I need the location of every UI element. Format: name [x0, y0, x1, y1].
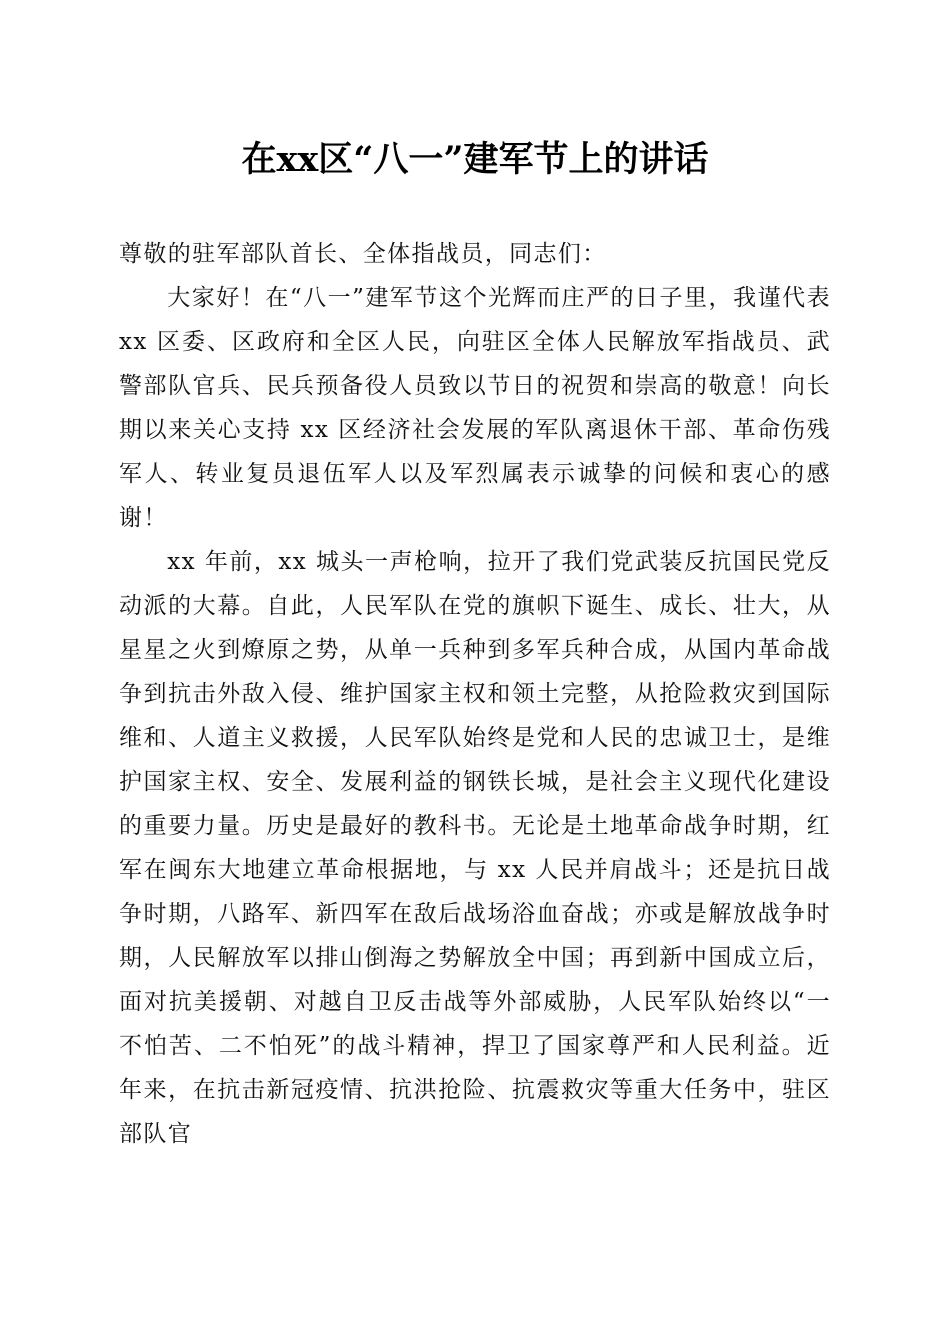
paragraph-history: xx 年前，xx 城头一声枪响，拉开了我们党武装反抗国民党反动派的大幕。自此，人民军队在党的旗帜下诞生、成长、壮大，从星星之火到燎原之势，从单一兵种到多军兵种合成，从国内革命战争到抗击外敌入侵、维护国家主权和领土完整，从抢险救灾到国际维和、人道主义救援，人民军队始终是党和人民的忠诚卫士，是维护国家主权、安全、发展利益的钢铁长城，是社会主义现代化建设的重要力量。历史是最好的教科书。无论是土地革命战争时期，红军在闽东大地建立革命根据地，与 xx 人民并肩战斗；还是抗日战争时期，八路军、新四军在敌后战场浴血奋战；亦或是解放战争时期，人民解放军以排山倒海之势解放全中国；再到新中国成立后，面对抗美援朝、对越自卫反击战等外部威胁，人民军队始终以“一不怕苦、二不怕死”的战斗精神，捍卫了国家尊严和人民利益。近年来，在抗击新冠疫情、抗洪抢险、抗震救灾等重大任务中，驻区部队官	[119, 549, 831, 1147]
document-body	[119, 232, 831, 1156]
salutation: 尊敬的驻军部队首长、全体指战员，同志们：	[119, 241, 607, 267]
paragraph-greeting: 大家好！在“八一”建军节这个光辉而庄严的日子里，我谨代表 xx 区委、区政府和全区人民，向驻区全体人民解放军指战员、武警部队官兵、民兵预备役人员致以节日的祝贺和崇高的敬意！向长期以来关心支持 xx 区经济社会发展的军队离退休干部、革命伤残军人、转业复员退伍军人以及军烈属表示诚挚的问候和衷心的感谢！	[119, 285, 831, 531]
document-title: 在xx区“八一”建军节上的讲话	[241, 139, 709, 180]
